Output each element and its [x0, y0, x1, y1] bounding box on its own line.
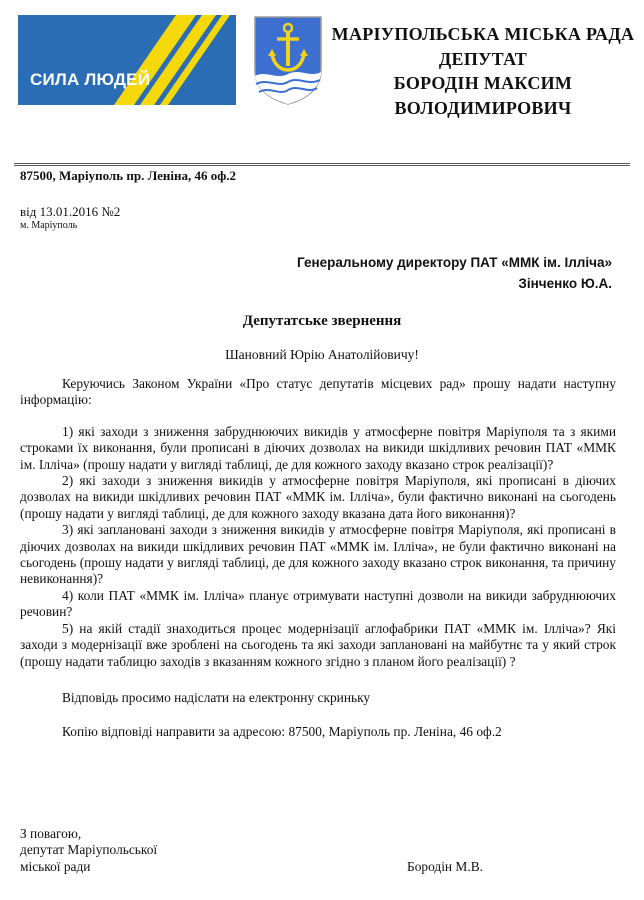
request-item-1: 1) які заходи з зниження забруднюючих викидів у атмосферне повітря Маріуполя та з якими строками їх виконання, були прописані в діючих дозволах на викиди шкідливих речовин ПАТ «ММК ім. Ілліча» (прошу надати у вигляді таблиці, де для кожного заходу вказано строк реалізації)?: [20, 423, 616, 472]
header-position: ДЕПУТАТ: [438, 48, 528, 69]
request-item-3: 3) які заплановані заходи з зниження викидів у атмосферне повітря Маріуполя, які прописані в діючих дозволах на викиди шкідливих речовин ПАТ «ММК ім. Ілліча», не були фактично виконані на сьогодень (прошу надати у вигляді таблиці, де для кожного заходу вказано строк виконання, та причину невиконання)?: [20, 522, 616, 587]
party-name: СИЛА ЛЮДЕЙ: [30, 70, 151, 89]
sender-address: 87500, Маріуполь пр. Леніна, 46 оф.2: [20, 168, 237, 183]
document-title: Депутатське звернення: [242, 313, 402, 329]
deputy-header: [330, 22, 636, 120]
header-council: МАРІУПОЛЬСЬКА МІСЬКА РАДА: [331, 24, 635, 44]
closing-regards: З повагою,: [20, 826, 82, 841]
header-divider-bottom: [14, 165, 630, 166]
recipient-position: Генеральному директору ПАТ «ММК ім. Ілліча»: [297, 255, 612, 270]
recipient-name: Зінченко Ю.А.: [518, 276, 612, 291]
header-patronymic: ВОЛОДИМИРОВИЧ: [394, 97, 572, 118]
signer-name: Бородін М.В.: [407, 859, 483, 874]
header-name: БОРОДІН МАКСИМ: [393, 73, 573, 93]
letter-body: [20, 376, 616, 741]
recipient-block: [297, 252, 612, 294]
closing-block: [20, 826, 157, 875]
request-item-2: 2) які заходи з зниження викидів у атмосферне повітря Маріуполя, які прописані в діючих дозволах на викиди шкідливих речовин ПАТ «ММК ім. Ілліча», були фактично виконані на сьогодень (прошу надати у вигляді таблиці, де для кожного заходу вказана дата його виконання)?: [20, 473, 616, 521]
party-logo-stripes: [18, 15, 236, 105]
closing-position: депутат Маріупольської: [20, 842, 158, 858]
reply-request: Відповідь просимо надіслати на електронну скриньку: [62, 689, 371, 705]
salutation: Шановний Юрію Анатолійовичу!: [225, 347, 419, 362]
anchor-icon: [252, 14, 324, 106]
closing-council: міської ради: [20, 858, 91, 874]
body-intro: Керуючись Законом України «Про статус депутатів місцевих рад» прошу надати наступну інформацію:: [20, 376, 616, 408]
request-item-4: 4) коли ПАТ «ММК ім. Ілліча» планує отримувати наступні дозволи на викиди забруднюючих речовин?: [20, 587, 616, 620]
header-divider-top: [14, 163, 630, 164]
document-city: м. Маріуполь: [20, 220, 78, 231]
copy-request: Копію відповіді направити за адресою: 87500, Маріуполь пр. Леніна, 46 оф.2: [62, 724, 502, 740]
document-date-number: від 13.01.2016 №2: [20, 204, 121, 219]
city-emblem: [252, 14, 324, 106]
request-item-5: 5) на якій стадії знаходиться процес модернізації аглофабрики ПАТ «ММК ім. Ілліча»? Які заходи з модернізації вже зроблені на сьогодень та які заходи заплановані на майбутнє та у який строк (прошу надати таблицю заходів з вказанням кожного згідно з планом його реалізації) ?: [20, 620, 616, 669]
party-logo: [18, 15, 236, 105]
